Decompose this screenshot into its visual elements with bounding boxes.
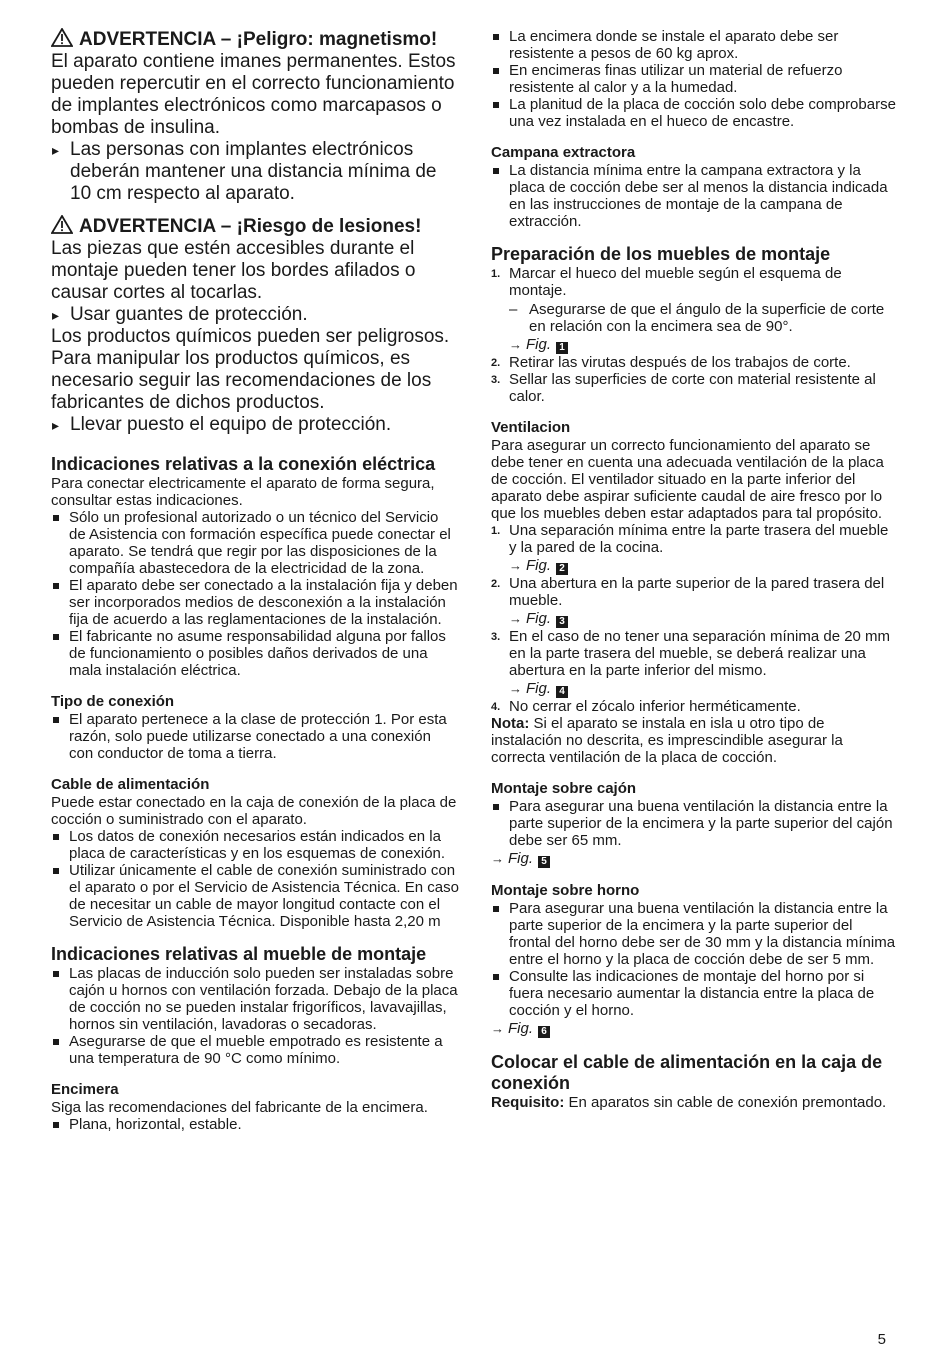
warning-text: Las piezas que estén accesibles durante el montaje pueden tener los bordes afilados o causar cortes al tocarlas. bbox=[51, 238, 416, 303]
electrical-bullets bbox=[51, 509, 459, 679]
subheading-worktop: Encimera bbox=[51, 1081, 119, 1098]
warning-step: ▸ Llevar puesto el equipo de protección. bbox=[51, 414, 459, 436]
hood-bullets bbox=[491, 162, 896, 230]
list-item: Sólo un profesional autorizado o un técnico del Servicio de Asistencia con formación específica puede conectar el aparato. Se tendrá que regir por las disposiciones de la compañía abastecedora de la electricidad de la zona. bbox=[51, 509, 459, 577]
list-item: La planitud de la placa de cocción solo debe comprobarse una vez instalada en el hueco de encastre. bbox=[491, 96, 896, 130]
numbered-step: 2. Una abertura en la parte superior de la pared trasera del mueble. → Fig. 3 bbox=[491, 575, 896, 628]
figure-reference: → Fig. 2 bbox=[509, 556, 896, 575]
numbered-step: 4. No cerrar el zócalo inferior herméticamente. bbox=[491, 698, 801, 715]
electrical-intro: Para conectar electricamente el aparato de forma segura, consultar estas indicaciones. bbox=[51, 475, 435, 509]
figure-number-box: 3 bbox=[556, 616, 568, 628]
subheading-hood: Campana extractora bbox=[491, 144, 636, 161]
subheading-power-cable: Cable de alimentación bbox=[51, 776, 210, 793]
left-column bbox=[51, 28, 459, 1133]
figure-reference: → Fig. 6 bbox=[491, 1019, 896, 1038]
warning-step: ▸ Usar guantes de protección. bbox=[51, 304, 459, 326]
list-item: La distancia mínima entre la campana extractora y la placa de cocción debe ser al menos la distancia indicada en las instrucciones de montaje de la campana de extracción. bbox=[491, 162, 896, 230]
subheading-connection-type: Tipo de conexión bbox=[51, 693, 175, 710]
figure-reference: → Fig. 3 bbox=[509, 609, 896, 628]
list-item: Las placas de inducción solo pueden ser instaladas sobre cajón u hornos con ventilación forzada. Debajo de la placa de cocción no se pueden instalar frigoríficos, lavavajillas, hornos sin ventilación, lavadoras o secadoras. bbox=[51, 965, 459, 1033]
list-item: Utilizar únicamente el cable de conexión suministrado con el aparato o por el Servicio de Asistencia Técnica. En caso de necesitar un cable de mayor longitud contacte con el Servicio de Asistencia Técnica. Disponible hasta 2,20 m bbox=[51, 862, 459, 930]
figure-number-box: 6 bbox=[538, 1026, 550, 1038]
numbered-step: 3. En el caso de no tener una separación mínima de 20 mm en la parte trasera del mueble, se deberá realizar una abertura en la parte inferior del mismo. → Fig. 4 bbox=[491, 628, 896, 698]
warning-text: Los productos químicos pueden ser peligrosos. Para manipular los productos químicos, es necesario seguir las recomendaciones de los fabricantes de dichos productos. bbox=[51, 326, 450, 413]
list-item: Asegurarse de que el mueble empotrado es resistente a una temperatura de 90 °C como mínimo. bbox=[51, 1033, 459, 1067]
numbered-step: 1. Marcar el hueco del mueble según el esquema de montaje. – Asegurarse de que el ángulo de la superficie de corte en relación con la encimera sea de 90°. → Fig. 1 bbox=[491, 265, 896, 354]
numbered-step: 3. Sellar las superficies de corte con material resistente al calor. bbox=[491, 371, 876, 405]
worktop-bullets bbox=[51, 1116, 459, 1133]
figure-number-box: 5 bbox=[538, 856, 550, 868]
worktop-intro: Siga las recomendaciones del fabricante de la encimera. bbox=[51, 1099, 428, 1116]
warning-text: El aparato contiene imanes permanentes. Estos pueden repercutir en el correcto funcionamiento de implantes electrónicos como marcapasos o bombas de insulina. bbox=[51, 51, 456, 138]
power-cable-bullets bbox=[51, 828, 459, 930]
list-item: La encimera donde se instale el aparato debe ser resistente a pesos de 60 kg aprox. bbox=[491, 28, 896, 62]
warning-triangle-icon bbox=[51, 215, 73, 234]
right-column bbox=[491, 28, 896, 1111]
figure-number-box: 2 bbox=[556, 563, 568, 575]
figure-reference: → Fig. 1 bbox=[509, 335, 896, 354]
subheading-oven: Montaje sobre horno bbox=[491, 882, 640, 899]
warning-injury bbox=[51, 215, 459, 436]
list-item: Los datos de conexión necesarios están indicados en la placa de características y en los esquemas de conexión. bbox=[51, 828, 459, 862]
subheading-drawer: Montaje sobre cajón bbox=[491, 780, 637, 797]
section-heading-cable-box: Colocar el cable de alimentación en la caja de conexión bbox=[491, 1052, 883, 1093]
warning-step: ▸ Las personas con implantes electrónicos deberán mantener una distancia mínima de 10 cm respecto al aparato. bbox=[51, 139, 459, 205]
drawer-bullets bbox=[491, 798, 896, 849]
list-item: Consulte las indicaciones de montaje del horno por si fuera necesario aumentar la distancia entre la placa de cocción y el horno. bbox=[491, 968, 896, 1019]
ventilation-steps bbox=[491, 522, 896, 715]
list-item: El aparato debe ser conectado a la instalación fija y deben ser incorporados medios de desconexión a la instalación fija de acuerdo a las reglamentaciones de la instalación. bbox=[51, 577, 459, 628]
power-cable-intro: Puede estar conectado en la caja de conexión de la placa de cocción o suministrado con el aparato. bbox=[51, 794, 457, 828]
section-heading-electrical: Indicaciones relativas a la conexión eléctrica bbox=[51, 454, 436, 474]
ventilation-intro: Para asegurar un correcto funcionamiento del aparato se debe tener en cuenta una adecuada ventilación de la placa de cocción. El ventilador situado en la parte inferior del aparato debe aspirar suficiente caudal de aire fresco por lo que los muebles deben estar adaptados para tal propósito. bbox=[491, 437, 884, 522]
connection-type-bullets bbox=[51, 711, 459, 762]
page-number: 5 bbox=[877, 1331, 886, 1348]
list-item: Plana, horizontal, estable. bbox=[51, 1116, 459, 1133]
numbered-step: 2. Retirar las virutas después de los trabajos de corte. bbox=[491, 354, 851, 371]
worktop-bullets-continued bbox=[491, 28, 896, 130]
figure-number-box: 4 bbox=[556, 686, 568, 698]
list-item: Para asegurar una buena ventilación la distancia entre la parte superior de la encimera y la parte superior del cajón debe ser 65 mm. bbox=[491, 798, 896, 849]
section-heading-furniture: Indicaciones relativas al mueble de montaje bbox=[51, 944, 427, 964]
numbered-step: 1. Una separación mínima entre la parte trasera del mueble y la pared de la cocina. → Fig. 2 bbox=[491, 522, 896, 575]
list-item: El aparato pertenece a la clase de protección 1. Por esta razón, solo puede utilizarse conectado a una conexión con conductor de toma a tierra. bbox=[51, 711, 459, 762]
cable-box-requirement: Requisito: En aparatos sin cable de conexión premontado. bbox=[491, 1094, 887, 1111]
warning-title: ADVERTENCIA – ¡Peligro: magnetismo! bbox=[51, 28, 459, 51]
list-item: En encimeras finas utilizar un material de refuerzo resistente al calor y a la humedad. bbox=[491, 62, 896, 96]
warning-magnetism bbox=[51, 28, 459, 205]
oven-bullets bbox=[491, 900, 896, 1019]
figure-reference: → Fig. 4 bbox=[509, 679, 896, 698]
list-item: Para asegurar una buena ventilación la distancia entre la parte superior de la encimera y la parte superior del frontal del horno debe ser de 30 mm y la distancia mínima entre el horno y la placa de cocción debe de ser 5 mm. bbox=[491, 900, 896, 968]
figure-number-box: 1 bbox=[556, 342, 568, 354]
list-item: El fabricante no asume responsabilidad alguna por fallos de funcionamiento o posibles daños derivados de una mala instalación eléctrica. bbox=[51, 628, 459, 679]
warning-title: ADVERTENCIA – ¡Riesgo de lesiones! bbox=[51, 215, 459, 238]
ventilation-note: Nota: Si el aparato se instala en isla u otro tipo de instalación no descrita, es imprescindible asegurar la correcta ventilación de la placa de cocción. bbox=[491, 715, 843, 766]
figure-reference: → Fig. 5 bbox=[491, 849, 896, 868]
subheading-ventilation: Ventilacion bbox=[491, 419, 571, 436]
sub-step: – Asegurarse de que el ángulo de la superficie de corte en relación con la encimera sea de 90°. bbox=[491, 301, 896, 335]
warning-triangle-icon bbox=[51, 28, 73, 47]
preparation-steps bbox=[491, 265, 896, 405]
furniture-bullets bbox=[51, 965, 459, 1067]
section-heading-preparation: Preparación de los muebles de montaje bbox=[491, 244, 831, 264]
